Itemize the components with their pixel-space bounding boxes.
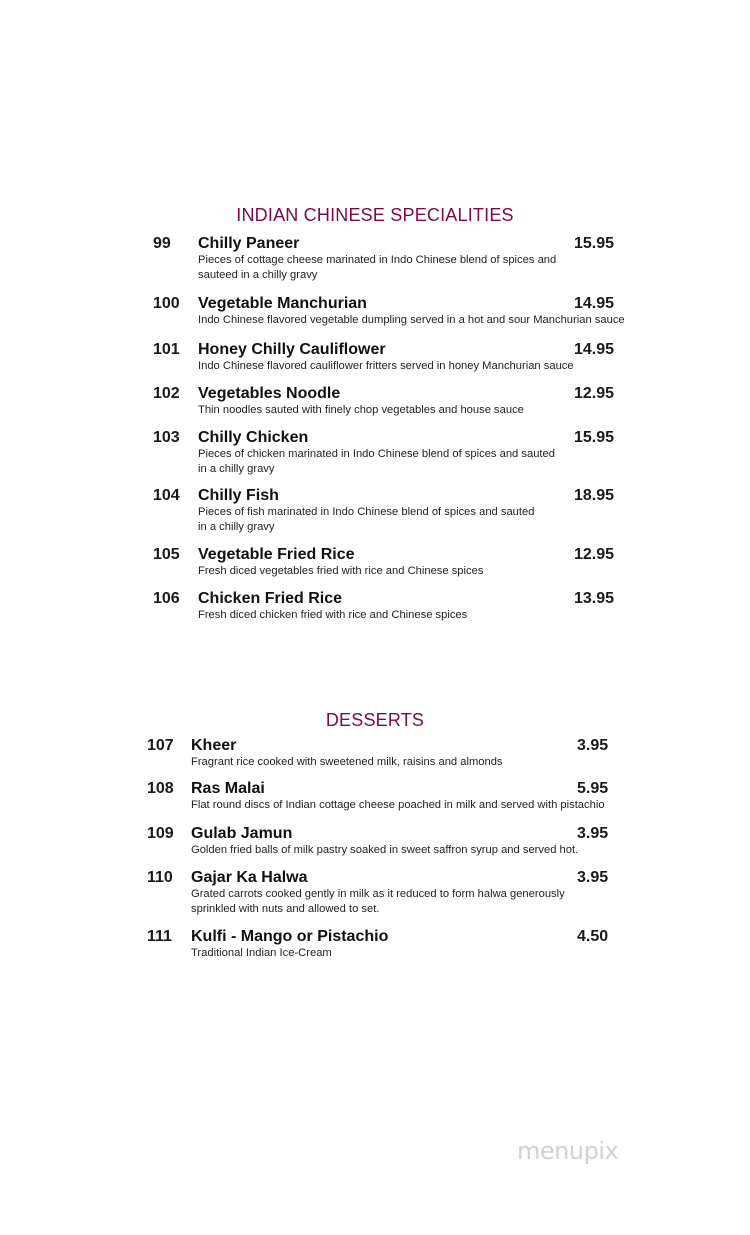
item-name: Chicken Fried Rice: [198, 590, 343, 607]
menu-item: [0, 341, 750, 381]
item-description-line2: in a chilly gravy: [198, 463, 275, 475]
item-price: 5.95: [577, 780, 609, 797]
item-name: Honey Chilly Cauliflower: [198, 341, 386, 358]
desserts-section: [0, 710, 750, 731]
item-number: 99: [153, 235, 171, 252]
item-price: 14.95: [574, 341, 615, 358]
item-price: 18.95: [574, 487, 615, 504]
item-number: 101: [153, 341, 180, 358]
item-price: 4.50: [577, 928, 609, 945]
item-name: Chilly Paneer: [198, 235, 300, 252]
item-number: 110: [147, 869, 173, 886]
section-title-indian-chinese: INDIAN CHINESE SPECIALITIES: [236, 205, 514, 225]
item-price: 15.95: [574, 235, 615, 252]
item-number: 105: [153, 546, 180, 563]
item-price: 12.95: [574, 385, 615, 402]
item-name: Vegetable Fried Rice: [198, 546, 355, 563]
item-description: Fragrant rice cooked with sweetened milk, raisins and almonds: [191, 756, 503, 768]
item-name: Kulfi - Mango or Pistachio: [191, 928, 389, 945]
item-number: 102: [153, 385, 180, 402]
menu-item: [0, 546, 750, 586]
item-description: Fresh diced chicken fried with rice and Chinese spices: [198, 609, 468, 621]
menu-item: [0, 590, 750, 630]
item-description: Indo Chinese flavored cauliflower fritters served in honey Manchurian sauce: [198, 360, 574, 372]
item-description: Fresh diced vegetables fried with rice and Chinese spices: [198, 565, 484, 577]
section-title-desserts: DESSERTS: [325, 710, 425, 730]
menu-item: [0, 235, 750, 281]
item-description-line2: sprinkled with nuts and allowed to set.: [191, 903, 380, 915]
item-name: Chilly Fish: [198, 487, 279, 504]
item-description-line2: in a chilly gravy: [198, 521, 275, 533]
item-price: 15.95: [574, 429, 615, 446]
menu-item: [0, 487, 750, 533]
item-description-line2: sauteed in a chilly gravy: [198, 269, 318, 281]
menu-item: [0, 737, 750, 777]
item-name: Kheer: [191, 737, 237, 754]
item-number: 111: [147, 928, 172, 945]
item-description: Pieces of cottage cheese marinated in Indo Chinese blend of spices and: [198, 254, 557, 266]
menu-item: [0, 825, 750, 865]
item-number: 104: [153, 487, 180, 504]
indian-chinese-section: [0, 205, 750, 226]
item-description: Pieces of fish marinated in Indo Chinese blend of spices and sauted: [198, 506, 535, 518]
item-price: 12.95: [574, 546, 615, 563]
item-price: 13.95: [574, 590, 615, 607]
item-name: Ras Malai: [191, 780, 265, 797]
item-number: 107: [147, 737, 174, 754]
item-number: 109: [147, 825, 174, 842]
item-price: 3.95: [577, 737, 609, 754]
menu-item: [0, 780, 750, 820]
menupix-watermark: menupix: [517, 1137, 619, 1165]
item-name: Gajar Ka Halwa: [191, 869, 308, 886]
menu-item: [0, 429, 750, 475]
menu-item: [0, 385, 750, 425]
item-description: Golden fried balls of milk pastry soaked in sweet saffron syrup and served hot.: [191, 844, 579, 856]
item-description: Pieces of chicken marinated in Indo Chinese blend of spices and sauted: [198, 448, 555, 460]
item-number: 103: [153, 429, 180, 446]
item-number: 108: [147, 780, 174, 797]
menu-item: [0, 295, 750, 335]
item-name: Gulab Jamun: [191, 825, 293, 842]
item-price: 3.95: [577, 825, 609, 842]
item-description: Grated carrots cooked gently in milk as it reduced to form halwa generously: [191, 888, 565, 900]
item-name: Vegetable Manchurian: [198, 295, 367, 312]
menu-item: [0, 928, 750, 968]
item-number: 106: [153, 590, 180, 607]
menu-item: [0, 869, 750, 915]
item-description: Traditional Indian Ice-Cream: [191, 947, 332, 959]
item-price: 14.95: [574, 295, 615, 312]
item-name: Chilly Chicken: [198, 429, 309, 446]
item-name: Vegetables Noodle: [198, 385, 341, 402]
item-price: 3.95: [577, 869, 609, 886]
item-number: 100: [153, 295, 180, 312]
item-description: Thin noodles sauted with finely chop vegetables and house sauce: [198, 404, 524, 416]
item-description: Indo Chinese flavored vegetable dumpling served in a hot and sour Manchurian sauce: [198, 314, 625, 326]
item-description: Flat round discs of Indian cottage cheese poached in milk and served with pistachio: [191, 799, 605, 811]
